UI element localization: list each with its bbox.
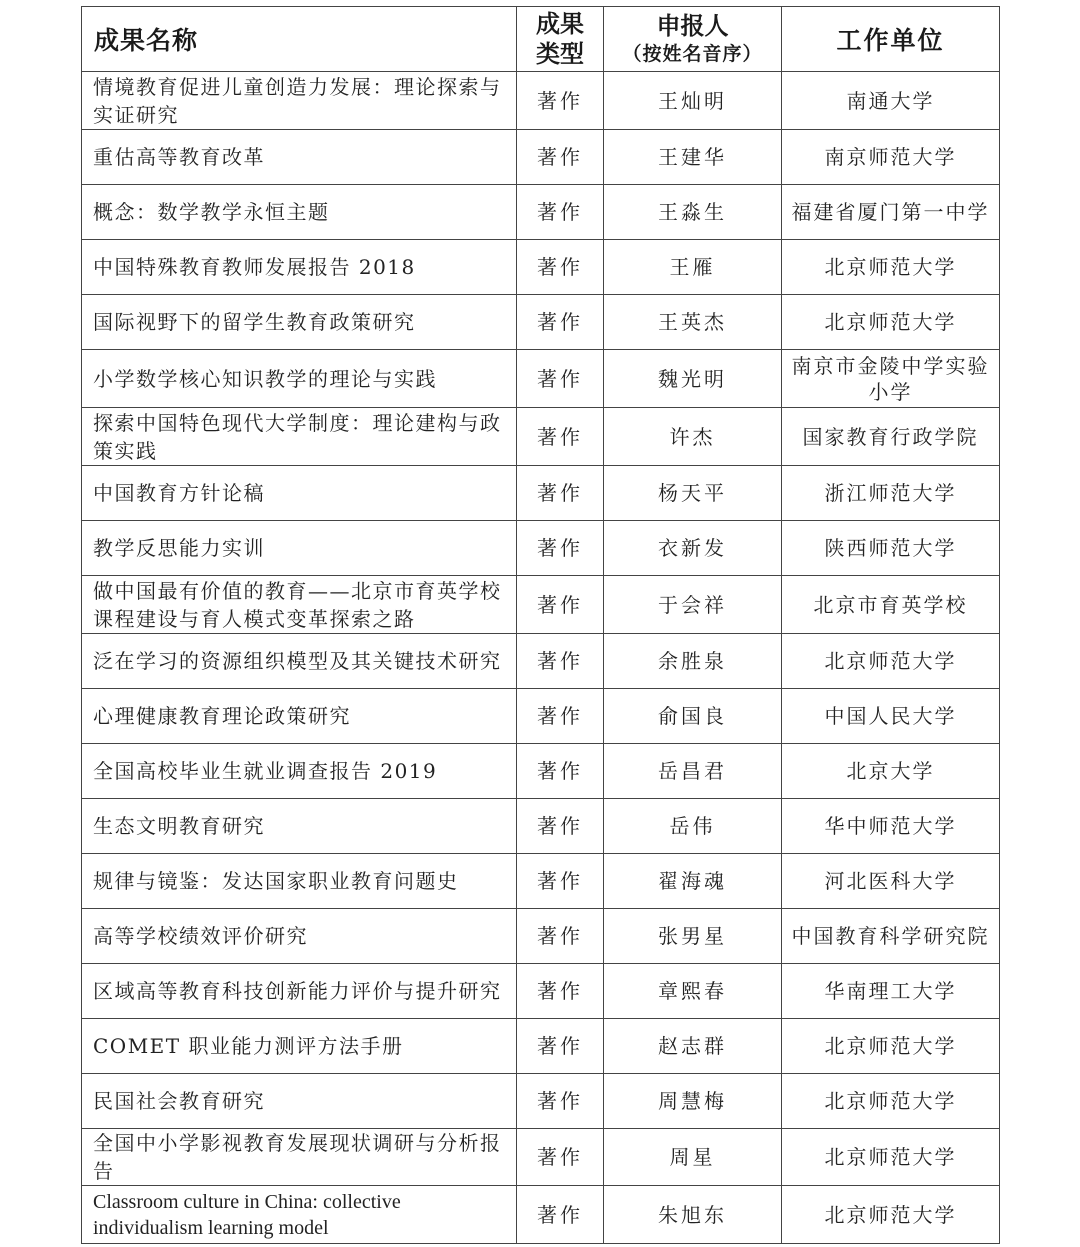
cell-title: 全国高校毕业生就业调查报告 2019: [82, 744, 517, 799]
cell-unit: 南京市金陵中学实验小学: [782, 350, 1000, 408]
table-row: [82, 1129, 1000, 1186]
cell-type: 著作: [517, 240, 604, 295]
cell-person: 许杰: [604, 408, 782, 466]
cell-unit: 中国人民大学: [782, 689, 1000, 744]
header-type-line2: 类型: [536, 40, 584, 68]
cell-unit: 南通大学: [782, 72, 1000, 130]
cell-unit: 北京师范大学: [782, 1074, 1000, 1129]
table-row: [82, 240, 1000, 295]
cell-title: 全国中小学影视教育发展现状调研与分析报告: [82, 1129, 517, 1186]
cell-type: 著作: [517, 854, 604, 909]
cell-type: 著作: [517, 576, 604, 634]
cell-type: 著作: [517, 1074, 604, 1129]
table-row: [82, 1019, 1000, 1074]
cell-person: 章熙春: [604, 964, 782, 1019]
cell-person: 翟海魂: [604, 854, 782, 909]
table-row: [82, 799, 1000, 854]
cell-unit: 福建省厦门第一中学: [782, 185, 1000, 240]
cell-person: 王雁: [604, 240, 782, 295]
cell-person: 周星: [604, 1129, 782, 1186]
cell-title: 心理健康教育理论政策研究: [82, 689, 517, 744]
cell-title: 民国社会教育研究: [82, 1074, 517, 1129]
cell-type: 著作: [517, 130, 604, 185]
cell-person: 岳昌君: [604, 744, 782, 799]
table-header-row: [82, 7, 1000, 72]
cell-type: 著作: [517, 909, 604, 964]
cell-person: 周慧梅: [604, 1074, 782, 1129]
cell-type: 著作: [517, 1019, 604, 1074]
cell-person: 岳伟: [604, 799, 782, 854]
cell-person: 余胜泉: [604, 634, 782, 689]
cell-person: 赵志群: [604, 1019, 782, 1074]
table-row: [82, 521, 1000, 576]
cell-type: 著作: [517, 634, 604, 689]
cell-type: 著作: [517, 521, 604, 576]
results-table: [81, 6, 1000, 1244]
cell-unit: 浙江师范大学: [782, 466, 1000, 521]
table-row: [82, 634, 1000, 689]
cell-person: 王建华: [604, 130, 782, 185]
cell-title: 规律与镜鉴：发达国家职业教育问题史: [82, 854, 517, 909]
cell-title: 中国特殊教育教师发展报告 2018: [82, 240, 517, 295]
cell-title: Classroom culture in China: collective individualism learning model: [82, 1186, 517, 1244]
cell-title: 中国教育方针论稿: [82, 466, 517, 521]
header-person-sub: （按姓名音序）: [622, 43, 763, 65]
cell-person: 朱旭东: [604, 1186, 782, 1244]
table-row: [82, 408, 1000, 466]
header-type: [517, 7, 604, 72]
cell-unit: 南京师范大学: [782, 130, 1000, 185]
cell-unit: 陕西师范大学: [782, 521, 1000, 576]
cell-type: 著作: [517, 350, 604, 408]
cell-type: 著作: [517, 466, 604, 521]
table-row: [82, 185, 1000, 240]
cell-title: COMET 职业能力测评方法手册: [82, 1019, 517, 1074]
cell-unit: 华南理工大学: [782, 964, 1000, 1019]
cell-title: 小学数学核心知识教学的理论与实践: [82, 350, 517, 408]
header-person: [604, 7, 782, 72]
table-row: [82, 909, 1000, 964]
cell-title: 区域高等教育科技创新能力评价与提升研究: [82, 964, 517, 1019]
cell-unit: 中国教育科学研究院: [782, 909, 1000, 964]
table-row: [82, 295, 1000, 350]
cell-person: 魏光明: [604, 350, 782, 408]
cell-type: 著作: [517, 295, 604, 350]
cell-type: 著作: [517, 72, 604, 130]
cell-type: 著作: [517, 799, 604, 854]
table-row: [82, 964, 1000, 1019]
table-row: [82, 689, 1000, 744]
cell-title: 概念：数学教学永恒主题: [82, 185, 517, 240]
cell-unit: 国家教育行政学院: [782, 408, 1000, 466]
cell-type: 著作: [517, 408, 604, 466]
cell-title: 做中国最有价值的教育——北京市育英学校课程建设与育人模式变革探索之路: [82, 576, 517, 634]
cell-person: 王英杰: [604, 295, 782, 350]
table-row: [82, 1186, 1000, 1244]
table-row: [82, 1074, 1000, 1129]
cell-person: 衣新发: [604, 521, 782, 576]
cell-title: 情境教育促进儿童创造力发展：理论探索与实证研究: [82, 72, 517, 130]
cell-unit: 北京大学: [782, 744, 1000, 799]
cell-unit: 北京师范大学: [782, 634, 1000, 689]
table-row: [82, 130, 1000, 185]
cell-person: 张男星: [604, 909, 782, 964]
table-row: [82, 72, 1000, 130]
cell-person: 杨天平: [604, 466, 782, 521]
cell-title: 教学反思能力实训: [82, 521, 517, 576]
table-row: [82, 854, 1000, 909]
cell-title: 泛在学习的资源组织模型及其关键技术研究: [82, 634, 517, 689]
cell-title: 国际视野下的留学生教育政策研究: [82, 295, 517, 350]
table-row: [82, 744, 1000, 799]
header-unit: 工作单位: [782, 7, 1000, 72]
cell-person: 于会祥: [604, 576, 782, 634]
cell-type: 著作: [517, 185, 604, 240]
cell-unit: 河北医科大学: [782, 854, 1000, 909]
cell-title: 高等学校绩效评价研究: [82, 909, 517, 964]
cell-person: 王淼生: [604, 185, 782, 240]
cell-person: 王灿明: [604, 72, 782, 130]
cell-unit: 北京师范大学: [782, 295, 1000, 350]
cell-unit: 北京师范大学: [782, 240, 1000, 295]
header-title: 成果名称: [82, 7, 517, 72]
cell-title: 生态文明教育研究: [82, 799, 517, 854]
header-person-main: 申报人: [656, 12, 729, 40]
cell-unit: 华中师范大学: [782, 799, 1000, 854]
cell-type: 著作: [517, 689, 604, 744]
header-type-line1: 成果: [536, 10, 584, 38]
cell-unit: 北京市育英学校: [782, 576, 1000, 634]
cell-unit: 北京师范大学: [782, 1186, 1000, 1244]
cell-unit: 北京师范大学: [782, 1019, 1000, 1074]
cell-type: 著作: [517, 964, 604, 1019]
cell-type: 著作: [517, 1186, 604, 1244]
cell-type: 著作: [517, 744, 604, 799]
table-row: [82, 466, 1000, 521]
cell-person: 俞国良: [604, 689, 782, 744]
cell-unit: 北京师范大学: [782, 1129, 1000, 1186]
cell-type: 著作: [517, 1129, 604, 1186]
table-row: [82, 350, 1000, 408]
cell-title: 重估高等教育改革: [82, 130, 517, 185]
table-row: [82, 576, 1000, 634]
cell-title: 探索中国特色现代大学制度：理论建构与政策实践: [82, 408, 517, 466]
